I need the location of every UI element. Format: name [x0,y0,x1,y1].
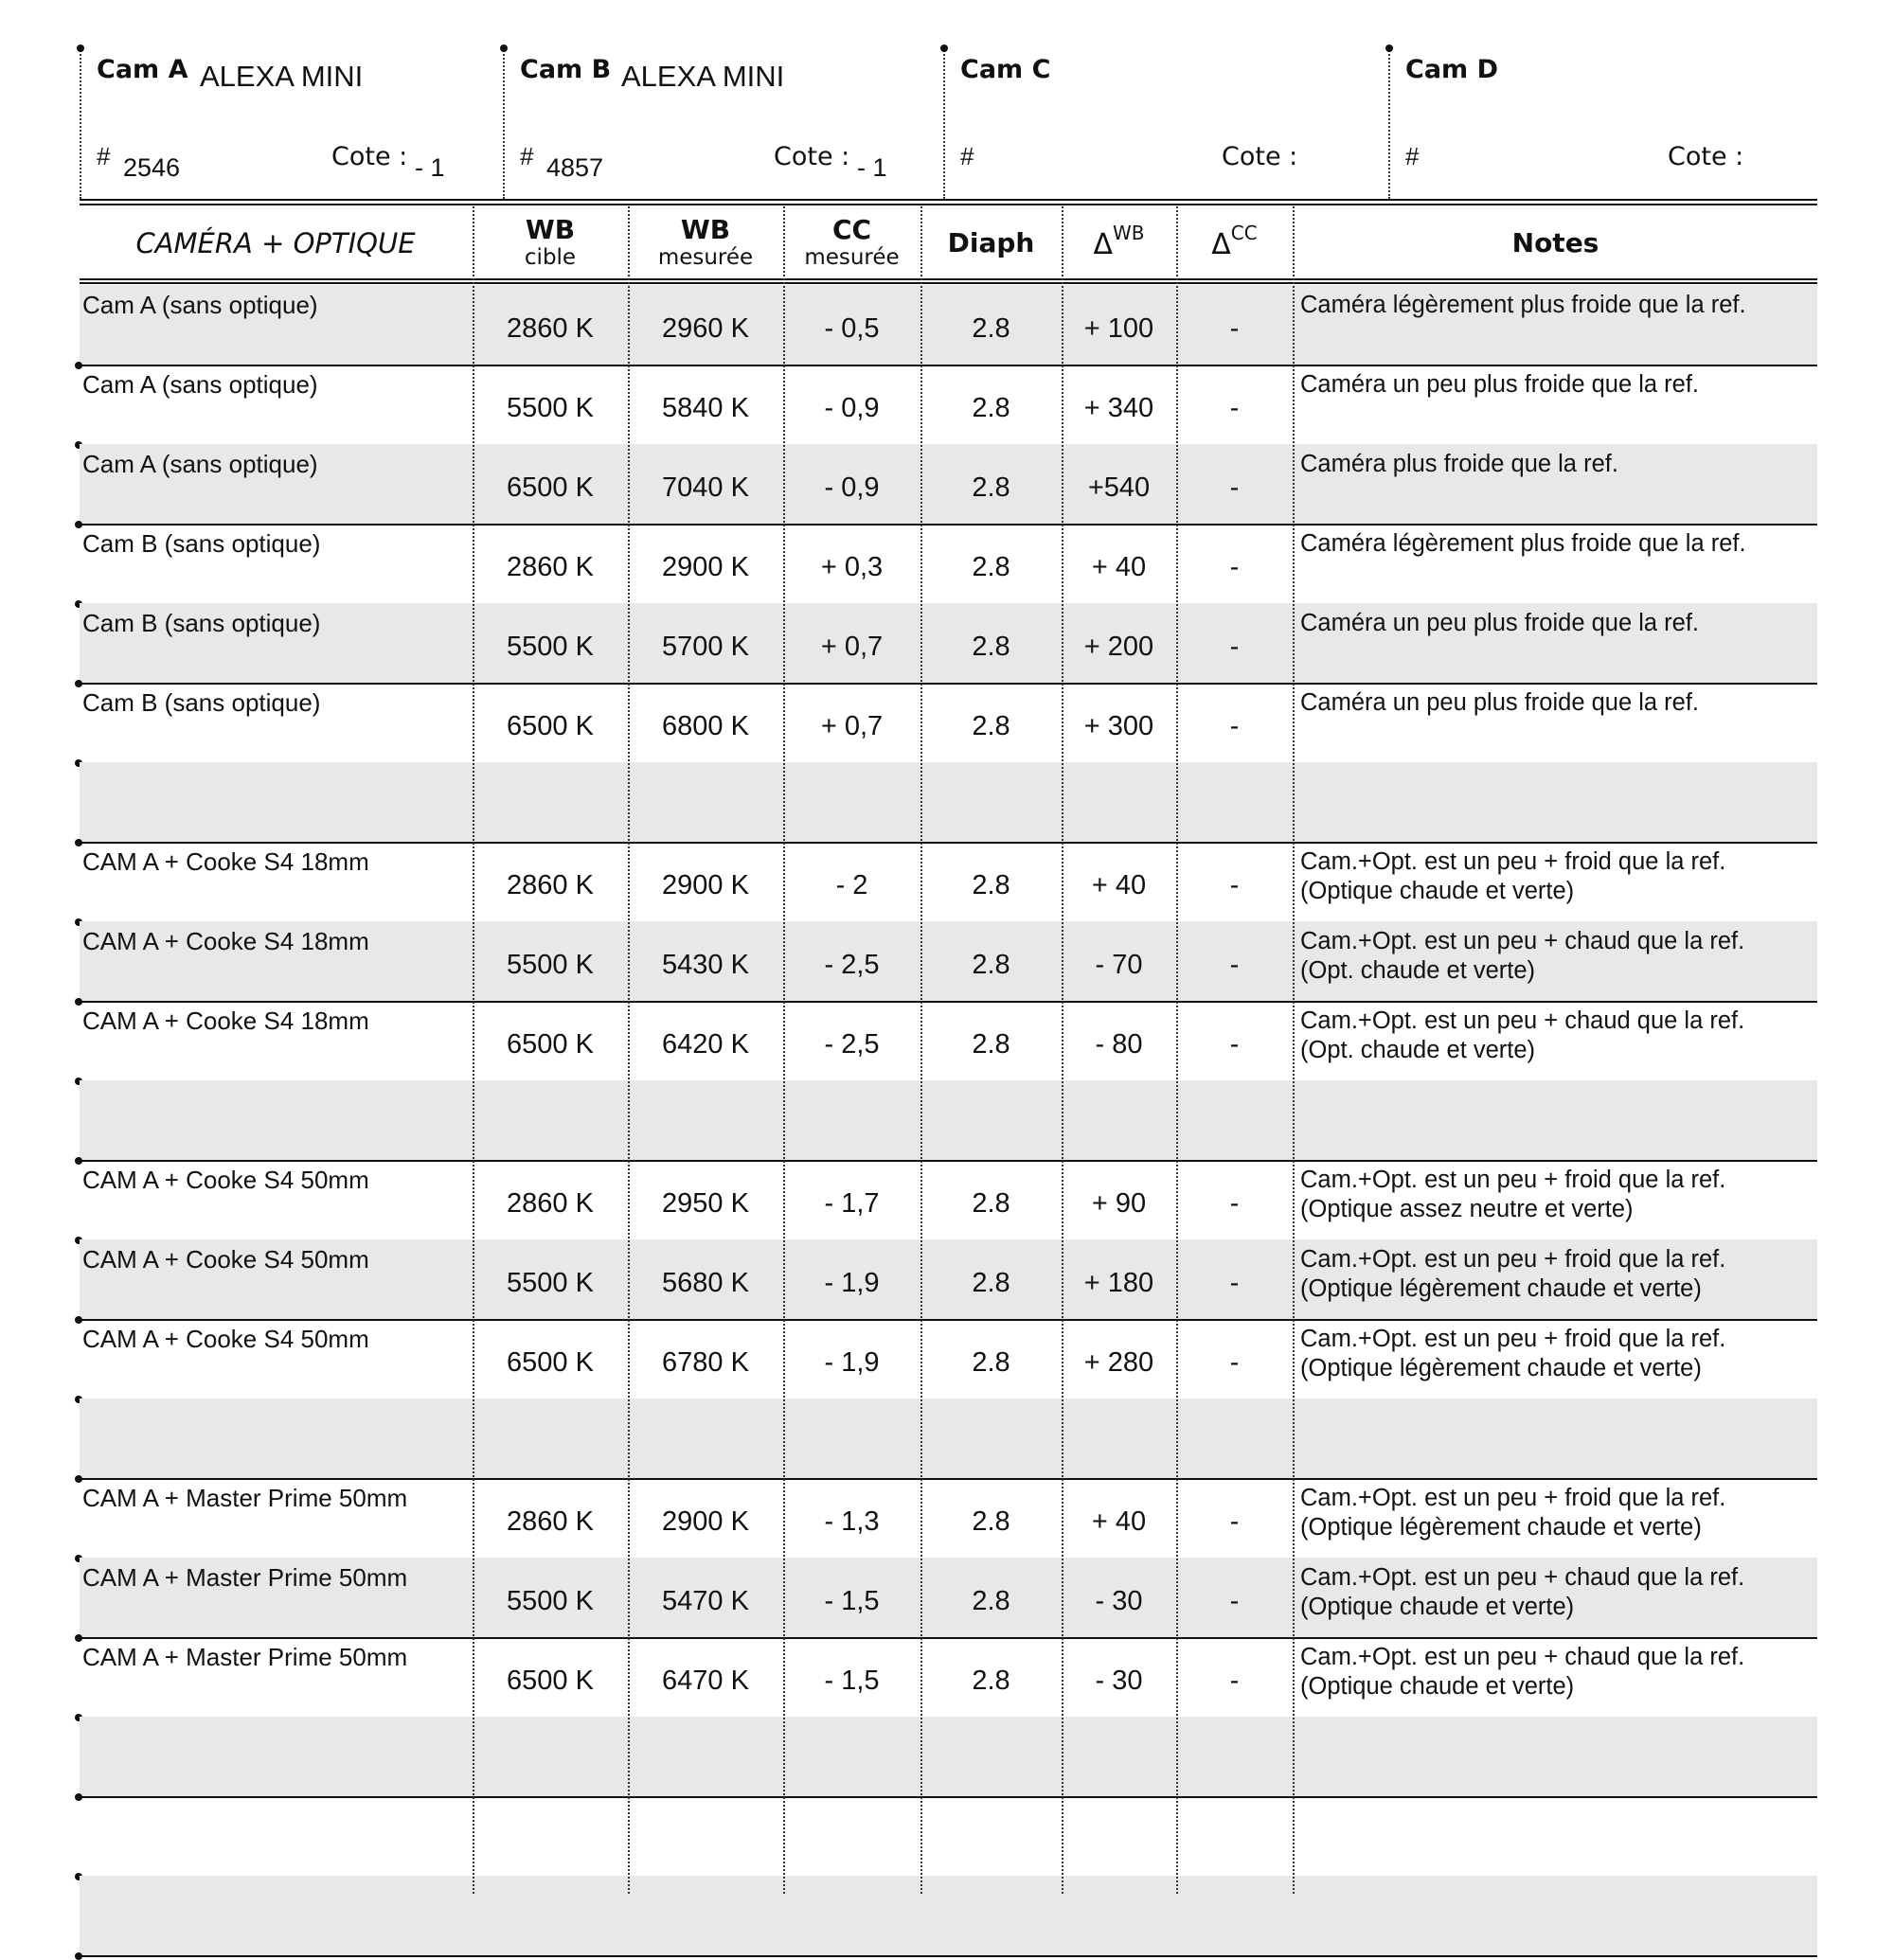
cell-wb-mesuree: 2900 K [662,1506,749,1537]
cam-d-hash: # [1405,142,1420,170]
cell-cc-mesuree: + 0,7 [820,710,884,741]
col-wb-cible-sub: cible [524,245,577,270]
note-line-1: Caméra plus froide que la ref. [1300,451,1618,477]
delta-symbol: Δ [1093,228,1114,261]
cell-cc-mesuree [784,1876,920,1955]
cell-cc-mesuree [784,762,920,842]
cell-delta-wb: + 40 [1091,551,1147,582]
cell-delta-wb: + 40 [1091,1506,1147,1537]
cell-cc-mesuree: - 1,9 [824,1267,880,1298]
cell-notes [1300,1643,1744,1702]
cell-cc-mesuree [784,1080,920,1160]
col-head-delta-cc [1177,206,1292,280]
table-row [80,1637,1817,1719]
note-line-1: Cam.+Opt. est un peu + chaud que la ref. [1300,1644,1745,1670]
table-row [80,1876,1817,1957]
cell-wb-mesuree: 2960 K [662,312,749,344]
cell-delta-wb: + 40 [1091,869,1147,900]
cell-delta-wb: + 90 [1091,1187,1147,1219]
cell-wb-mesuree [629,762,782,842]
cam-b-block [503,47,943,199]
cam-c-cote-label: Cote : [1222,142,1298,171]
cam-c-hash: # [960,142,974,170]
delta-wb-sup: WB [1113,222,1145,244]
col-separator [473,206,474,1894]
cell-wb-cible [474,762,627,842]
cell-delta-wb: - 80 [1095,1028,1143,1060]
col-head-notes [1294,206,1817,280]
cell-delta-wb: + 180 [1083,1267,1154,1298]
cell-diaph: 2.8 [972,1506,1010,1537]
cell-notes [1300,1484,1725,1542]
cell-cc-mesuree: - 1,9 [824,1346,880,1378]
cell-diaph: 2.8 [972,1585,1010,1616]
cell-cc-mesuree: + 0,7 [820,631,884,662]
note-line-2: (Opt. chaude et verte) [1300,1037,1536,1063]
note-line-1: Cam.+Opt. est un peu + froid que la ref. [1300,1167,1726,1193]
cam-c-label: Cam C [960,55,1051,84]
note-line-2: (Opt. chaude et verte) [1300,957,1536,984]
cell-cc-mesuree: - 1,3 [824,1506,880,1537]
cell-delta-cc: - [1229,1585,1240,1616]
cell-cc-mesuree: - 1,5 [824,1585,880,1616]
cell-cc-mesuree: - 1,5 [824,1665,880,1696]
table-row [80,1399,1817,1480]
cell-wb-mesuree: 5700 K [662,631,749,662]
cell-wb-mesuree [629,1399,782,1478]
cell-notes [1300,1325,1725,1383]
cell-diaph [921,1796,1061,1876]
cell-notes [1300,450,1618,479]
cell-diaph: 2.8 [972,472,1010,503]
cam-c-block [943,47,1388,199]
note-line-2: (Optique légèrement chaude et verte) [1300,1514,1702,1541]
cell-diaph: 2.8 [972,1267,1010,1298]
cell-notes [1300,927,1744,986]
header-double-rule-bottom [80,204,1817,205]
cell-camera-optique: Cam A (sans optique) [82,370,318,399]
cell-cc-mesuree: - 0,9 [824,392,880,423]
note-line-1: Caméra un peu plus froide que la ref. [1300,689,1699,716]
cell-camera-optique: Cam B (sans optique) [82,688,321,717]
col-wb-mesuree-sub: mesurée [657,245,754,270]
cell-delta-cc [1177,1717,1292,1796]
cell-wb-mesuree [629,1876,782,1955]
cam-b-label: Cam B [520,55,612,84]
col-separator [1176,206,1178,1894]
col-wb-cible-main: WB [525,214,576,245]
cell-diaph: 2.8 [972,392,1010,423]
cell-wb-mesuree: 6470 K [662,1665,749,1696]
cam-d-label: Cam D [1405,55,1498,84]
cell-delta-cc [1177,1796,1292,1876]
cell-camera-optique: CAM A + Cooke S4 18mm [82,1007,369,1035]
cell-diaph: 2.8 [972,1187,1010,1219]
cell-cc-mesuree: - 0,9 [824,472,880,503]
note-line-1: Caméra un peu plus froide que la ref. [1300,610,1699,636]
col-head-wb-mesuree [629,206,782,280]
cam-d-block [1388,47,1819,199]
col-diaph-label: Diaph [947,227,1035,258]
cell-delta-wb: - 70 [1095,949,1143,980]
cell-delta-wb [1063,1399,1175,1478]
delta-cc-sup: CC [1230,222,1258,244]
cell-wb-cible: 6500 K [507,1346,594,1378]
cell-delta-cc: - [1229,1346,1240,1378]
cam-a-block [80,47,503,199]
cell-delta-cc [1177,762,1292,842]
col-head-diaph [921,206,1061,280]
cell-delta-wb: + 200 [1083,631,1154,662]
table-row [80,1239,1817,1321]
cell-delta-cc: - [1229,312,1240,344]
colhead-double-rule-bottom [80,282,1817,284]
cell-wb-cible: 2860 K [507,551,594,582]
cell-diaph: 2.8 [972,551,1010,582]
cell-wb-mesuree: 6420 K [662,1028,749,1060]
cam-a-serial: 2546 [123,153,181,182]
cell-camera-optique: CAM A + Cooke S4 18mm [82,847,369,876]
table-row [80,1478,1817,1559]
cell-wb-cible: 5500 K [507,392,594,423]
cell-wb-cible: 2860 K [507,1506,594,1537]
cell-wb-mesuree: 6780 K [662,1346,749,1378]
cam-a-model: ALEXA MINI [200,60,364,93]
cell-diaph [921,1876,1061,1955]
cell-wb-mesuree: 5680 K [662,1267,749,1298]
cell-diaph: 2.8 [972,1028,1010,1060]
cell-notes [1300,370,1699,400]
col-separator [920,206,922,1894]
cell-notes [1300,529,1746,559]
cell-notes [1300,1007,1744,1065]
cam-a-hash: # [97,142,111,170]
cell-cc-mesuree: + 0,3 [820,551,884,582]
cell-delta-wb [1063,1876,1175,1955]
cell-delta-cc: - [1229,1028,1240,1060]
cam-b-model: ALEXA MINI [621,60,785,93]
table-row [80,1319,1817,1400]
cell-wb-cible: 5500 K [507,949,594,980]
cell-notes [1300,1166,1725,1224]
col-head-delta-wb [1063,206,1175,280]
cell-camera-optique: Cam B (sans optique) [82,529,321,558]
cam-b-serial: 4857 [546,153,604,182]
col-separator [1293,206,1295,1894]
header-double-rule-top [80,199,1817,201]
cell-cc-mesuree [784,1796,920,1876]
cell-delta-cc: - [1229,551,1240,582]
table-row [80,285,1817,366]
cell-wb-cible: 6500 K [507,472,594,503]
table-row [80,603,1817,685]
cell-delta-wb: + 300 [1083,710,1154,741]
col-cc-mesuree-sub: mesurée [804,245,900,270]
cell-delta-cc: - [1229,1267,1240,1298]
cam-b-cote-label: Cote : [774,142,850,171]
cam-a-label: Cam A [97,55,188,84]
cell-wb-mesuree: 7040 K [662,472,749,503]
note-line-1: Cam.+Opt. est un peu + chaud que la ref. [1300,928,1745,954]
note-line-1: Cam.+Opt. est un peu + froid que la ref. [1300,1485,1726,1511]
col-notes-label: Notes [1511,227,1599,258]
note-line-1: Caméra légèrement plus froide que la ref. [1300,530,1746,557]
cell-wb-cible: 2860 K [507,1187,594,1219]
cell-wb-mesuree [629,1080,782,1160]
cam-a-cote-value: - 1 [415,153,445,182]
camera-header [80,47,1817,199]
cell-diaph: 2.8 [972,710,1010,741]
col-wb-mesuree-main: WB [680,214,731,245]
cell-camera-optique: CAM A + Cooke S4 18mm [82,927,369,955]
cell-diaph [921,1399,1061,1478]
cell-wb-cible: 5500 K [507,631,594,662]
cell-delta-cc: - [1229,472,1240,503]
cell-wb-mesuree: 6800 K [662,710,749,741]
cell-diaph [921,762,1061,842]
cell-wb-mesuree: 5840 K [662,392,749,423]
cell-wb-mesuree: 2900 K [662,869,749,900]
table-row [80,762,1817,844]
cell-diaph: 2.8 [972,869,1010,900]
note-line-2: (Optique chaude et verte) [1300,878,1575,904]
note-line-1: Caméra légèrement plus froide que la ref. [1300,292,1746,318]
colhead-double-rule-top [80,278,1817,280]
col-delta-cc-label [1211,222,1258,261]
col-head-wb-cible [474,206,627,280]
col-separator [1062,206,1063,1894]
table-row [80,921,1817,1003]
note-line-1: Cam.+Opt. est un peu + chaud que la ref. [1300,1564,1745,1591]
cell-delta-wb [1063,1080,1175,1160]
cell-delta-wb [1063,762,1175,842]
note-line-2: (Optique assez neutre et verte) [1300,1196,1634,1222]
cell-delta-wb: - 30 [1095,1665,1143,1696]
table-row [80,365,1817,446]
cell-notes [1300,291,1746,320]
cell-delta-wb [1063,1796,1175,1876]
col-delta-wb-label [1093,222,1145,261]
cell-cc-mesuree: - 2 [835,869,868,900]
cell-notes [1300,688,1699,718]
cell-wb-mesuree [629,1717,782,1796]
cell-wb-cible [474,1399,627,1478]
cell-cc-mesuree [784,1717,920,1796]
cell-cc-mesuree: - 2,5 [824,1028,880,1060]
cell-delta-cc: - [1229,869,1240,900]
cell-diaph [921,1080,1061,1160]
col-camera-optique-label: CAMÉRA + OPTIQUE [135,227,416,259]
cell-wb-cible [474,1080,627,1160]
col-separator [628,206,630,1894]
table-row [80,1001,1817,1082]
cell-diaph: 2.8 [972,631,1010,662]
cell-delta-cc: - [1229,392,1240,423]
table-row [80,1717,1817,1798]
cell-diaph [921,1717,1061,1796]
cell-wb-cible: 5500 K [507,1585,594,1616]
cell-wb-mesuree: 2900 K [662,551,749,582]
cell-wb-cible [474,1796,627,1876]
cell-delta-wb: + 100 [1083,312,1154,344]
cell-delta-cc [1177,1399,1292,1478]
cell-wb-cible: 6500 K [507,1665,594,1696]
col-separator [783,206,785,1894]
cell-wb-cible [474,1876,627,1955]
cell-diaph: 2.8 [972,312,1010,344]
cell-wb-cible: 2860 K [507,869,594,900]
cell-delta-cc: - [1229,1187,1240,1219]
cell-wb-mesuree: 5430 K [662,949,749,980]
cam-b-cote-value: - 1 [857,153,887,182]
cell-camera-optique: CAM A + Master Prime 50mm [82,1484,408,1512]
cell-cc-mesuree: - 0,5 [824,312,880,344]
table-row [80,524,1817,605]
cell-notes [1300,609,1699,638]
cell-camera-optique: Cam B (sans optique) [82,609,321,637]
cell-delta-wb: +540 [1087,472,1151,503]
cell-delta-wb: - 30 [1095,1585,1143,1616]
cell-camera-optique: CAM A + Cooke S4 50mm [82,1325,369,1353]
col-head-camera-optique [80,206,472,280]
note-line-2: (Optique chaude et verte) [1300,1594,1575,1620]
cell-delta-wb: + 280 [1083,1346,1154,1378]
note-line-2: (Optique chaude et verte) [1300,1673,1575,1700]
col-cc-mesuree-main: CC [831,214,872,245]
cell-notes [1300,847,1725,906]
table-row [80,1558,1817,1639]
cell-camera-optique: CAM A + Cooke S4 50mm [82,1166,369,1194]
note-line-2: (Optique légèrement chaude et verte) [1300,1275,1702,1302]
delta-symbol: Δ [1211,228,1231,261]
cell-wb-cible: 6500 K [507,1028,594,1060]
cell-wb-cible: 6500 K [507,710,594,741]
cell-camera-optique: CAM A + Cooke S4 50mm [82,1245,369,1274]
cell-wb-mesuree: 5470 K [662,1585,749,1616]
table-row [80,1080,1817,1162]
note-line-1: Cam.+Opt. est un peu + froid que la ref. [1300,848,1726,875]
cam-b-hash: # [520,142,534,170]
cell-wb-mesuree [629,1796,782,1876]
cell-delta-cc [1177,1876,1292,1955]
note-line-2: (Optique légèrement chaude et verte) [1300,1355,1702,1381]
table-row [80,444,1817,526]
col-head-cc-mesuree [784,206,920,280]
cell-camera-optique: Cam A (sans optique) [82,291,318,319]
note-line-1: Caméra un peu plus froide que la ref. [1300,371,1699,398]
table-row [80,842,1817,923]
cell-wb-mesuree: 2950 K [662,1187,749,1219]
cell-cc-mesuree [784,1399,920,1478]
cell-notes [1300,1563,1744,1622]
cell-delta-wb [1063,1717,1175,1796]
cell-delta-cc: - [1229,710,1240,741]
table-row [80,683,1817,764]
cell-delta-cc: - [1229,631,1240,662]
cell-diaph: 2.8 [972,1665,1010,1696]
cell-delta-cc: - [1229,949,1240,980]
cell-delta-cc: - [1229,1506,1240,1537]
note-line-1: Cam.+Opt. est un peu + froid que la ref. [1300,1246,1726,1273]
cell-diaph: 2.8 [972,949,1010,980]
note-line-1: Cam.+Opt. est un peu + froid que la ref. [1300,1326,1726,1352]
cell-camera-optique: Cam A (sans optique) [82,450,318,478]
cell-delta-wb: + 340 [1083,392,1154,423]
cell-cc-mesuree: - 2,5 [824,949,880,980]
cell-wb-cible: 2860 K [507,312,594,344]
table-row [80,1796,1817,1878]
cell-wb-cible: 5500 K [507,1267,594,1298]
cell-notes [1300,1245,1725,1304]
cell-delta-cc [1177,1080,1292,1160]
cell-camera-optique: CAM A + Master Prime 50mm [82,1563,408,1592]
cell-camera-optique: CAM A + Master Prime 50mm [82,1643,408,1671]
cell-cc-mesuree: - 1,7 [824,1187,880,1219]
cell-delta-cc: - [1229,1665,1240,1696]
note-line-1: Cam.+Opt. est un peu + chaud que la ref. [1300,1007,1745,1034]
cam-d-cote-label: Cote : [1668,142,1744,171]
table-row [80,1160,1817,1241]
cell-diaph: 2.8 [972,1346,1010,1378]
cam-a-cote-label: Cote : [331,142,408,171]
cell-wb-cible [474,1717,627,1796]
